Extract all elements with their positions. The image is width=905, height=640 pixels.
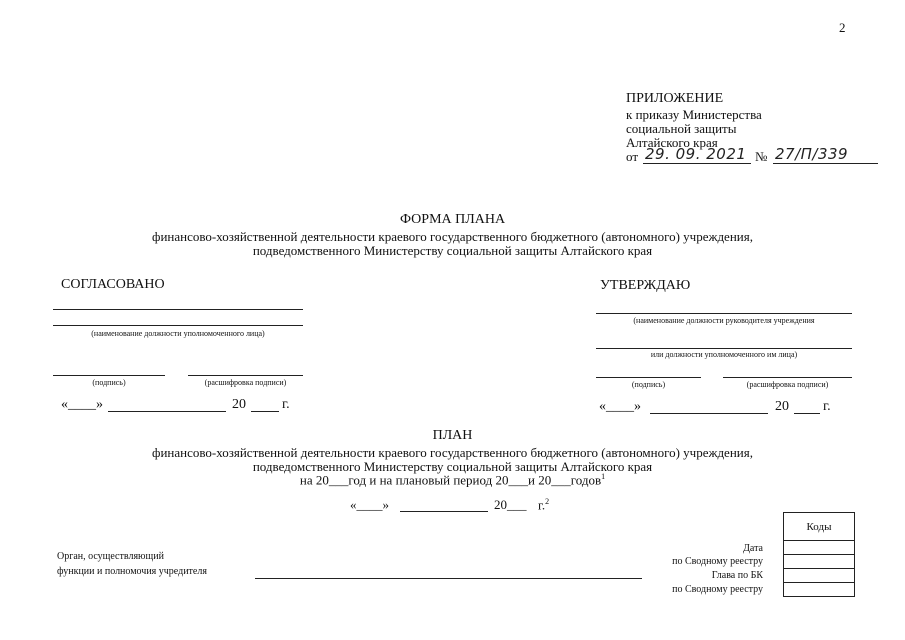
appendix-from-prefix: от — [626, 149, 639, 164]
appendix-number-prefix: № — [755, 149, 768, 164]
plan-date-suffix-wrap — [538, 497, 549, 513]
codes-label-budget-head: Глава по БК — [711, 570, 763, 581]
form-subtitle-1: финансово-хозяйственной деятельности краевого государственного бюджетного (автономного) учреждения, — [152, 229, 753, 244]
codes-label-date: Дата — [743, 543, 763, 554]
plan-title: ПЛАН — [432, 428, 473, 443]
agreed-decoding-caption: (расшифровка подписи) — [204, 378, 287, 387]
agreed-date-open: «____» — [61, 397, 103, 412]
appendix-line2: социальной защиты — [626, 121, 737, 136]
plan-date-footnote: 2 — [545, 497, 550, 506]
approve-decoding-caption: (расшифровка подписи) — [746, 380, 829, 389]
organ-line-2: функции и полномочия учредителя — [57, 566, 207, 577]
appendix-title: ПРИЛОЖЕНИЕ — [626, 91, 724, 106]
plan-date-suffix: г. — [538, 497, 546, 513]
approve-date-suffix: г. — [823, 399, 831, 414]
agreed-date-suffix: г. — [282, 397, 290, 412]
approve-date-open: «____» — [599, 399, 641, 414]
appendix-line1: к приказу Министерства — [626, 107, 762, 122]
plan-date-open: «____» — [350, 497, 389, 512]
approve-position-caption-2: или должности уполномоченного им лица) — [650, 350, 798, 359]
plan-period-line — [0, 472, 905, 488]
appendix-line3: Алтайского края — [626, 135, 718, 150]
codes-table — [783, 512, 855, 597]
codes-label-registry: по Сводному реестру — [672, 556, 763, 567]
codes-label-registry-2: по Сводному реестру — [672, 584, 763, 595]
agreed-position-caption: (наименование должности уполномоченного лица) — [91, 329, 265, 338]
codes-cell-budget-head[interactable] — [784, 569, 855, 583]
agreed-title: СОГЛАСОВАНО — [61, 277, 165, 292]
plan-date-year: 20___ — [494, 497, 527, 512]
page-number: 2 — [839, 20, 846, 35]
approve-signature-caption: (подпись) — [631, 380, 666, 389]
codes-header: Коды — [784, 513, 855, 541]
plan-line-1: финансово-хозяйственной деятельности краевого государственного бюджетного (автономного) учреждения, — [152, 445, 753, 460]
codes-cell-registry-2[interactable] — [784, 583, 855, 597]
approve-position-caption: (наименование должности руководителя учреждения — [633, 316, 815, 325]
agreed-date-year: 20 — [232, 397, 246, 412]
organ-line-1: Орган, осуществляющий — [57, 551, 164, 562]
codes-cell-date[interactable] — [784, 541, 855, 555]
appendix-date-handwritten: 29. 09. 2021 — [645, 145, 747, 163]
codes-cell-registry[interactable] — [784, 555, 855, 569]
plan-period-footnote: 1 — [601, 472, 606, 481]
agreed-signature-caption: (подпись) — [92, 378, 126, 387]
approve-title: УТВЕРЖДАЮ — [600, 278, 691, 293]
form-subtitle-2: подведомственного Министерству социальной защиты Алтайского края — [252, 243, 653, 258]
plan-period-text: на 20___год и на плановый период 20___и 20___годов — [299, 472, 602, 488]
plan-line-2: подведомственного Министерству социальной защиты Алтайского края — [252, 459, 653, 474]
approve-date-year: 20 — [775, 399, 789, 414]
appendix-number-handwritten: 27/П/339 — [775, 145, 849, 163]
form-title: ФОРМА ПЛАНА — [399, 212, 506, 227]
organ-field-line — [255, 578, 642, 579]
